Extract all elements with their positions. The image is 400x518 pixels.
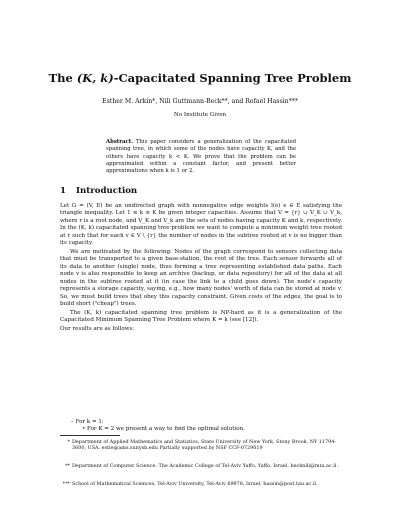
title-suffix: -Capacitated Spanning Tree Problem	[113, 71, 352, 85]
abstract-text: This paper considers a generalization of the capacitated spanning tree, in which some of the nodes have capacity K, and the others have capacity k < K. We prove that the problem can be approximated within a constant factor, and present better approximations when k is 1 or 2.	[106, 139, 296, 175]
body-text	[60, 203, 342, 334]
footnote	[60, 463, 342, 469]
paragraph: Our results are as follows:	[60, 325, 135, 332]
authors: Esther M. Arkin*, Nili Guttmann-Beck**, and Refael Hassin***	[102, 98, 298, 105]
footnote-text: Department of Applied Mathematics and Statistics, State University of New York, Stony Brook, NY 11794-3600, USA. estie@ams.sunysb.edu Partially supported by NSF CCF-0729019	[72, 439, 337, 452]
abstract-label: Abstract.	[106, 139, 133, 145]
footnote	[60, 481, 342, 487]
title-params: (K, k)	[76, 71, 114, 85]
results-list	[71, 419, 331, 434]
footnote-text: Department of Computer Science, The Academic College of Tel-Aviv Yaffo, Yaffo, Israel. becknili@mta.ac.il .	[72, 463, 340, 469]
title-prefix: The	[48, 71, 77, 85]
footnote-rule	[60, 435, 120, 436]
footnote-mark: ***	[62, 481, 70, 487]
paragraph: The (K, k) capacitated spanning tree problem is NP-hard as it is a generalization of the Capacitated Minimum Spanning Tree Problem where K = k (see [12]).	[60, 309, 342, 324]
section-title: Introduction	[75, 186, 138, 196]
footnote-text: School of Mathematical Sciences, Tel-Aviv University, Tel-Aviv 69978, Israel. hassin@post.tau.ac.il.	[72, 481, 318, 487]
paper-title	[0, 71, 400, 85]
footnote	[60, 439, 342, 452]
section-number: 1	[60, 186, 66, 196]
list-item: – For k = 1:	[71, 419, 104, 425]
abstract	[106, 139, 296, 175]
paragraph: Let G = (V, E) be an undirected graph with nonnegative edge weights l(e) e ∈ E satisfying the triangle inequality. Let 1 ≤ k ≤ K be given integer capacities. Assume that V = {r} ∪ V_K ∪ V_k, where r is a root node, and V_K and V_k are the sets of nodes having capacity K and k, respectively. In the (K, k) capacitated spanning tree problem we want to compute a minimum weight tree rooted at r such that for each v ∈ V \ {r} the number of nodes in the subtree rooted at v is no bigger than its capacity.	[60, 203, 342, 247]
paragraph: We are motivated by the following: Nodes of the graph correspond to sensors collecting data that must be transported to a given base-station, the root of the tree. Each sensor forwards all of its data to another (single) node, thus forming a tree representing established data paths. Each node v is also responsible to keep an archive (backup, or data repository) for all of the data at all nodes in the subtree rooted at it (in case the link to a child goes down). The node's capacity represents a storage capacity, saying, e.g., how many nodes' worth of data can be stored at node v. So, we must build trees that obey this capacity constraint. Given costs of the edges, the goal is to build short ("cheap") trees.	[60, 248, 342, 308]
list-subitem: • For K = 2 we present a way to find the optimal solution.	[82, 426, 245, 433]
section-heading	[60, 186, 137, 196]
footnote-mark: **	[65, 463, 70, 469]
footnote-mark: *	[67, 439, 70, 445]
institute: No Institute Given	[173, 112, 227, 118]
